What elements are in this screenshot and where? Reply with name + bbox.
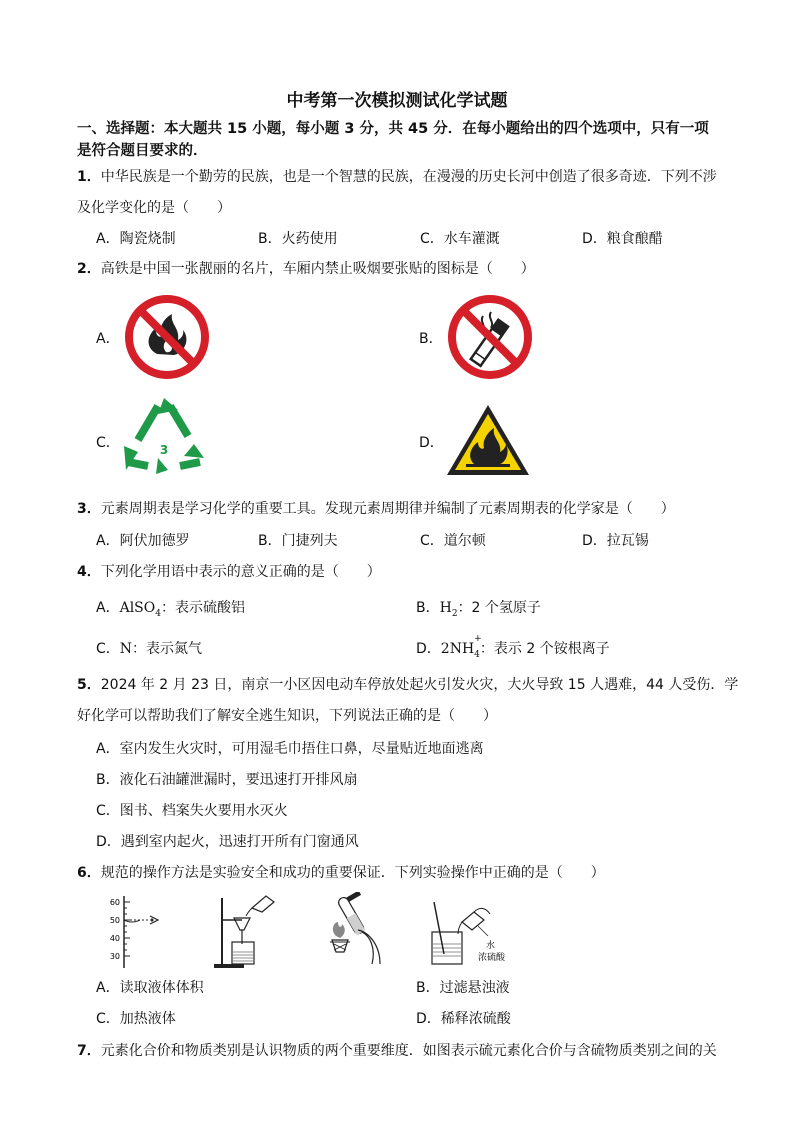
q2-label-c[interactable]: C．	[96, 435, 120, 451]
question-1: 1．中华民族是一个勤劳的民族，也是一个智慧的民族，在漫漫的历史长河中创造了很多奇迹．下列不涉 及化学变化的是（ ）	[77, 169, 717, 216]
q2-label-d[interactable]: D．	[419, 435, 444, 451]
svg-text:40: 40	[109, 934, 120, 943]
question-1-options	[96, 228, 756, 248]
question-4-options-row2	[96, 634, 756, 660]
question-3: 3．元素周期表是学习化学的重要工具。发现元素周期律并编制了元素周期表的化学家是（ ）	[77, 501, 675, 517]
q5-option-a[interactable]: A．室内发生火灾时，可用湿毛巾捂住口鼻，尽量贴近地面逃离	[96, 741, 484, 757]
flammable-warning-icon	[444, 402, 532, 478]
page-title: 中考第一次模拟测试化学试题	[286, 91, 508, 111]
cylinder-reading-figure	[96, 892, 166, 970]
svg-text:30: 30	[109, 952, 120, 961]
q2-label-b[interactable]: B．	[419, 331, 443, 347]
question-2: 2．高铁是中国一张靓丽的名片，车厢内禁止吸烟要张贴的图标是（ ）	[77, 261, 535, 277]
no-fire-icon	[122, 292, 212, 382]
label-water: 水	[486, 941, 496, 951]
option-a[interactable]: A．读取液体体积	[96, 980, 204, 996]
section-heading: 一、选择题：本大题共 15 小题，每小题 3 分，共 45 分．在每小题给出的四个选项中，只有一项 是符合题目要求的．	[77, 121, 709, 159]
svg-text:50: 50	[109, 916, 120, 925]
recycle-icon	[118, 396, 210, 478]
label-acid: 浓硫酸	[478, 953, 506, 963]
q5-option-d[interactable]: D．遇到室内起火，迅速打开所有门窗通风	[96, 834, 359, 850]
question-6: 6．规范的操作方法是实验安全和成功的重要保证．下列实验操作中正确的是（ ）	[77, 865, 605, 881]
heating-liquid-figure	[322, 892, 392, 970]
svg-text:60: 60	[109, 898, 120, 907]
option-c[interactable]: C．加热液体	[96, 1011, 176, 1027]
option-c[interactable]: C．道尔顿	[420, 533, 486, 549]
question-3-options	[96, 530, 756, 550]
option-b[interactable]: B．$H_2$：2 个氢原子	[416, 600, 541, 619]
question-4: 4．下列化学用语中表示的意义正确的是（ ）	[77, 564, 381, 580]
dilute-acid-figure	[428, 892, 508, 970]
no-smoking-icon	[445, 292, 535, 382]
question-6-options-row2	[96, 1008, 756, 1028]
option-a[interactable]: A．陶瓷烧制	[96, 231, 176, 247]
q5-option-b[interactable]: B．液化石油罐泄漏时，要迅速打开排风扇	[96, 772, 358, 788]
question-4-options-row1	[96, 597, 756, 619]
question-5: 5．2024 年 2 月 23 日，南京一小区因电动车停放处起火引发火灾，大火导致 15 人遇难，44 人受伤．学 好化学可以帮助我们了解安全逃生知识，下列说法正确的是（ ）	[77, 677, 739, 724]
option-b[interactable]: B．火药使用	[258, 231, 338, 247]
option-a[interactable]: A．阿伏加德罗	[96, 533, 190, 549]
option-c[interactable]: C．水车灌溉	[420, 231, 500, 247]
question-7: 7．元素化合价和物质类别是认识物质的两个重要维度．如图表示硫元素化合价与含硫物质类别之间的关	[77, 1043, 717, 1059]
option-a[interactable]: A．AlSO$_4$：表示硫酸铝	[96, 600, 245, 619]
option-d[interactable]: D．粮食酿醋	[582, 231, 663, 247]
option-d[interactable]: D．2NH + $_4$：表示 2 个铵根离子	[416, 634, 610, 660]
question-6-options-row1	[96, 977, 756, 997]
q2-label-a[interactable]: A．	[96, 331, 120, 347]
q5-option-c[interactable]: C．图书、档案失火要用水灭火	[96, 803, 288, 819]
option-d[interactable]: D．稀释浓硫酸	[416, 1011, 511, 1027]
filtration-figure	[212, 892, 282, 970]
option-b[interactable]: B．门捷列夫	[258, 533, 338, 549]
recycle-number: 3	[159, 443, 169, 457]
option-d[interactable]: D．拉瓦锡	[582, 533, 649, 549]
option-c[interactable]: C．N：表示氮气	[96, 641, 203, 657]
option-b[interactable]: B．过滤悬浊液	[416, 980, 510, 996]
